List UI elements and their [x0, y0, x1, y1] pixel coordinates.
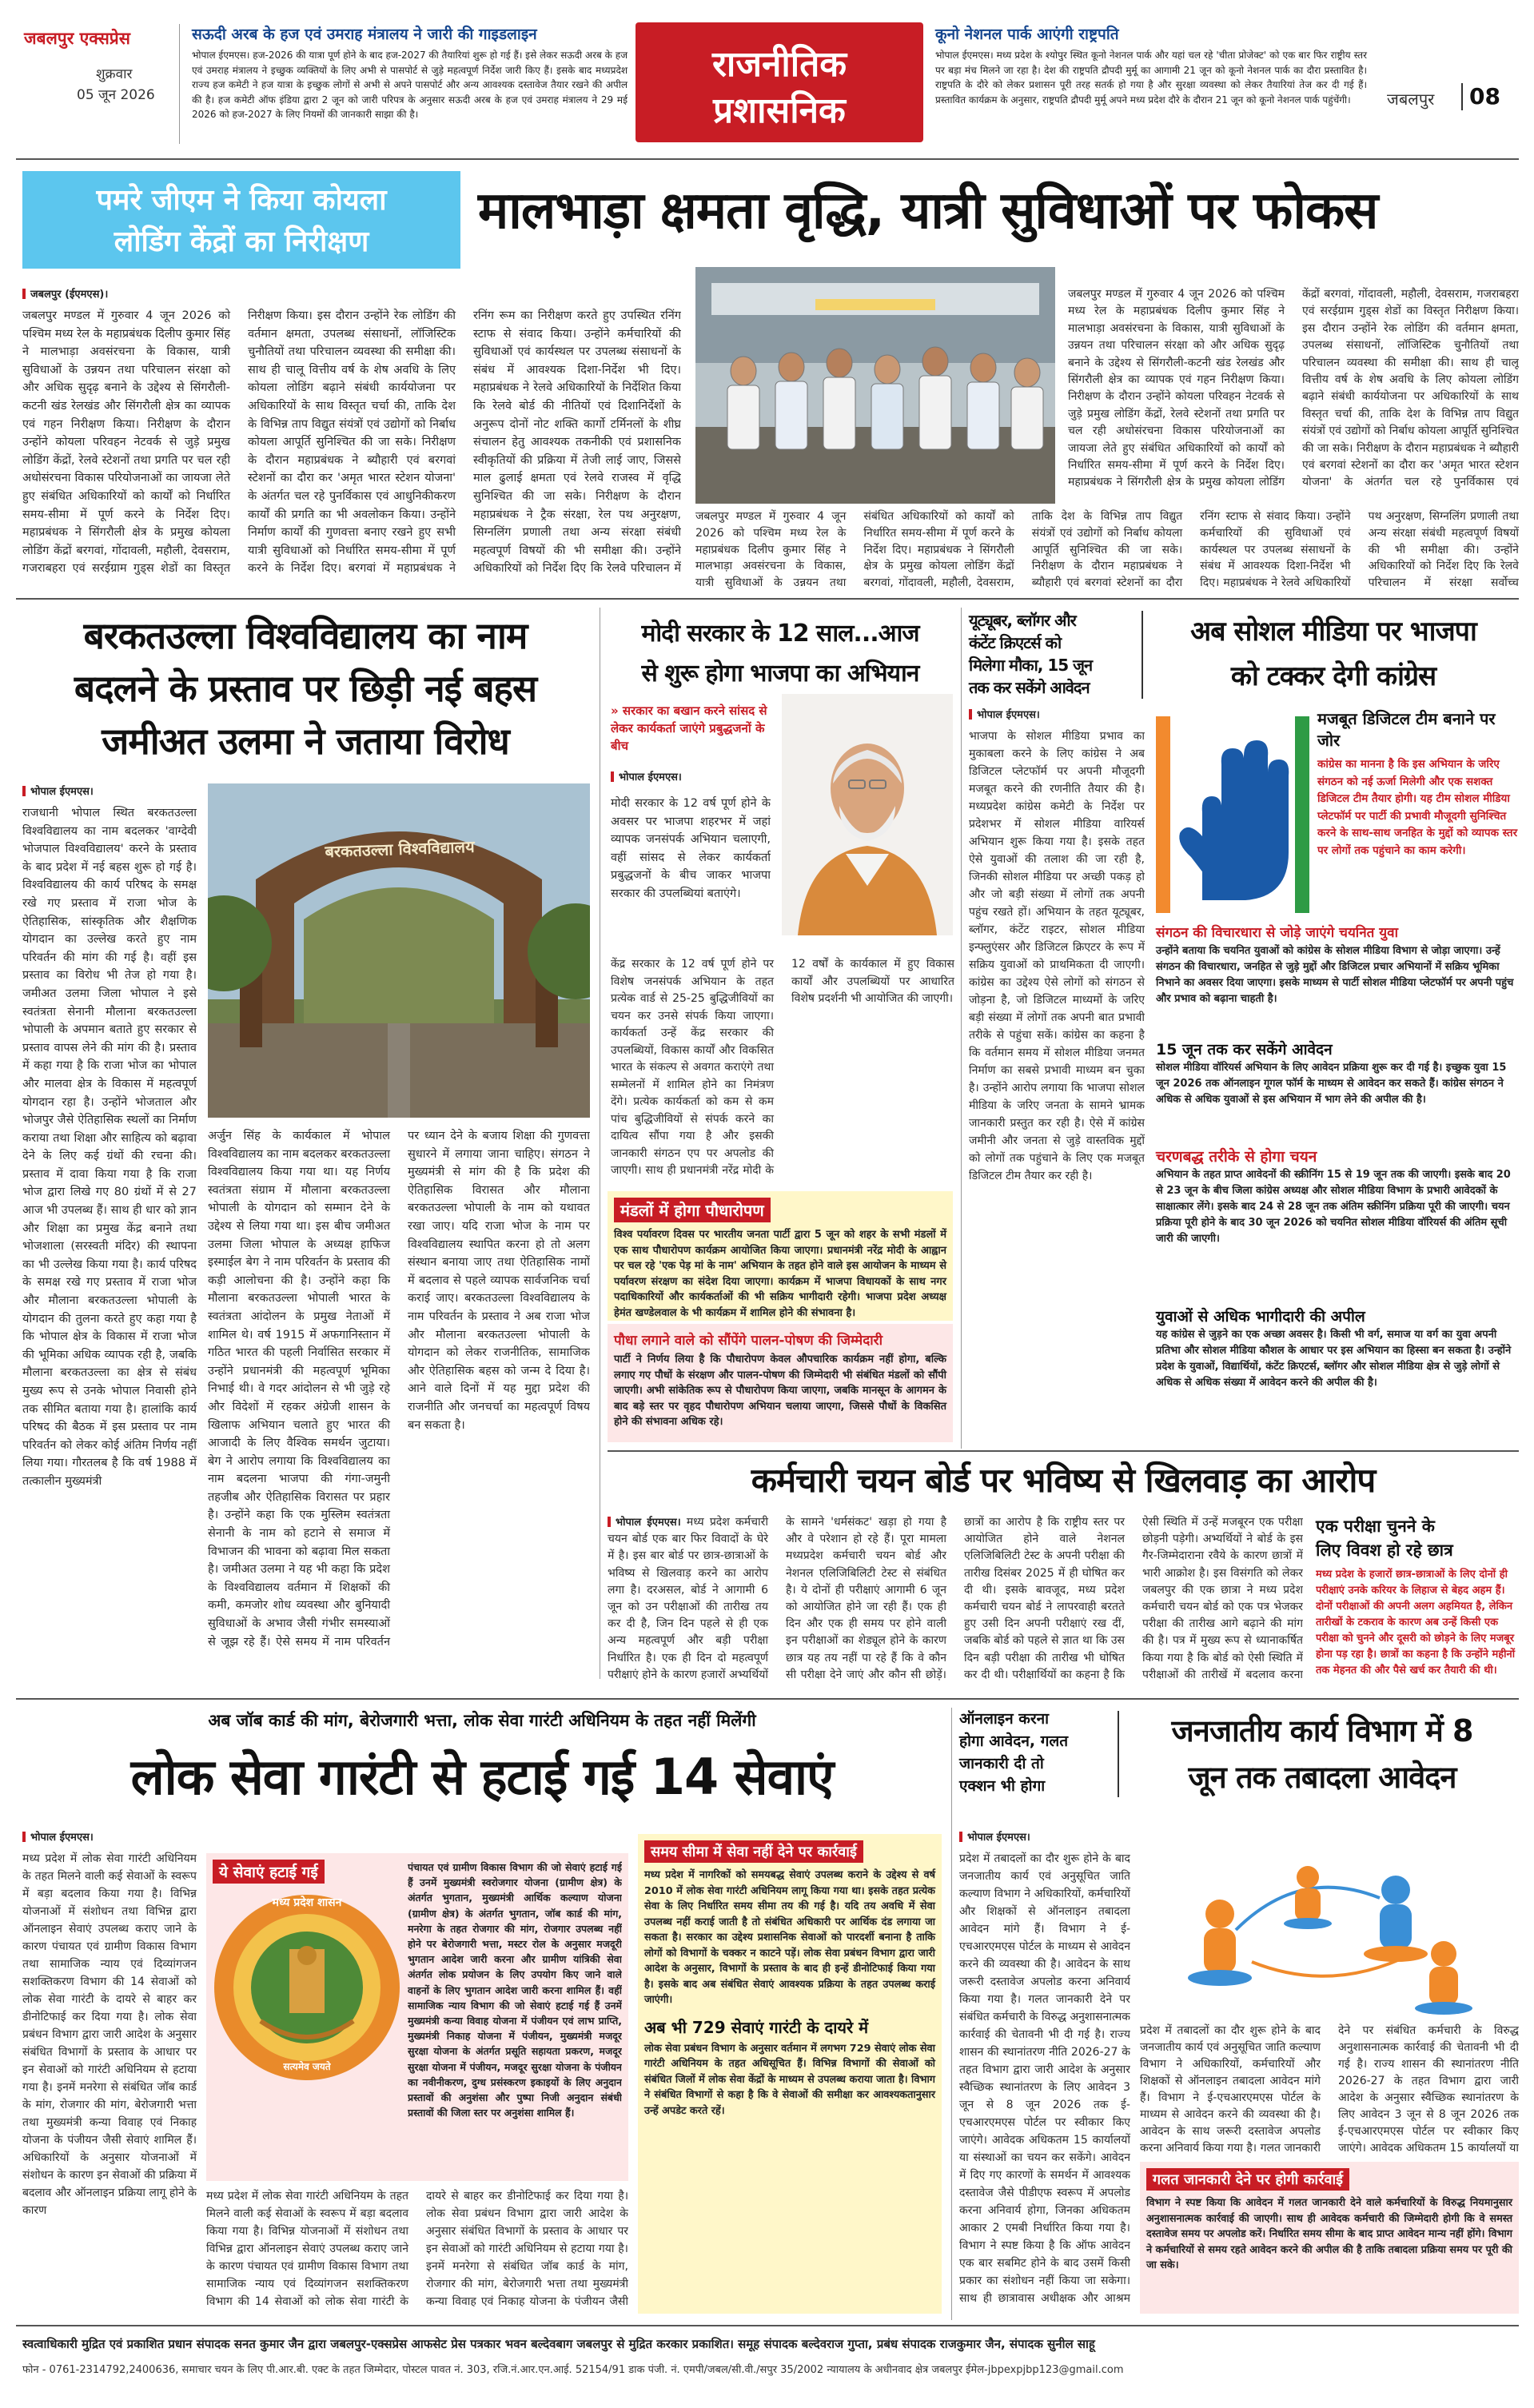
paper-name: जबलपुर एक्सप्रेस — [24, 29, 130, 48]
transfer-box-text: विभाग ने स्पष्ट किया कि आवेदन में गलत जानकारी देने वाले कर्मचारियों के विरुद्ध नियमानुसार अनुशासनात्मक कार्रवाई की जाएगी। साथ ही आवेदक कर्मचारी की जिम्मेदारी होगी कि वे समस्त दस्तावेज समय पर अपलोड करें। निर्धारित समय सीमा के बाद प्राप्त आवेदन मान्य नहीं होंगे। विभाग ने कर्मचारियों से समय रहते आवेदन करने की अपील की है ताकि तबादला प्रक्रिया समय पर पूरी की जा सके। — [1146, 2197, 1512, 2271]
congress-sub2-title: 15 जून तक कर सकेंगे आवेदन — [1156, 1041, 1333, 1058]
guarantee-mid2-title: अब भी 729 सेवाएं गारंटी के दायरे में — [644, 2017, 869, 2037]
modi-headline-line2: से शुरू होगा भाजपा का अभियान — [641, 660, 919, 688]
guarantee-body-lower-text: मध्य प्रदेश में लोक सेवा गारंटी अधिनियम के तहत मिलने वाली कई सेवाओं के स्वरूप में बड़ा बदलाव किया गया है। विभिन्न योजनाओं में संशोधन तथा विभिन्न द्वारा ऑनलाइन सेवाएं उपलब्ध कराए जाने के कारण पंचायत एवं ग्रामीण विकास विभाग तथा सामाजिक न्याय एवं दिव्यांगजन सशक्तिकरण विभाग की 14 सेवाओं को लोक सेवा गारंटी के दायरे से बाहर कर डीनोटिफाई कर दिया गया है। लोक सेवा प्रबंधन विभाग द्वारा जारी आदेश के अनुसार संबंधित विभागों के प्रस्ताव के आधार पर इन सेवाओं को गारंटी अधिनियम से हटाया गया है। इनमें मनरेगा से संबंधित जॉब कार्ड के मांग, रोजगार की मांग, बेरोजगारी भत्ता तथा मुख्यमंत्री कन्या विवाह एवं निकाह योजना के पंजीयन जैसी — [206, 2190, 628, 2308]
coal-headline: मालभाड़ा क्षमता वृद्धि, यात्री सुविधाओं पर फोकस — [478, 181, 1378, 241]
university-headline-line3: जमीअत उलमा ने जताया विरोध — [102, 720, 509, 763]
masthead-bottom-rule — [16, 158, 1519, 160]
transfer-body-right — [1140, 2023, 1519, 2157]
guarantee-dateline: भोपाल ईएमएस। — [22, 1829, 197, 1844]
guarantee-mid-box — [638, 1834, 942, 2314]
brief-kuno — [935, 24, 1367, 152]
coal-dateline: जबलपुर (ईएमएस)। — [22, 286, 681, 301]
transfer-dateline: भोपाल ईएमएस। — [959, 1829, 1130, 1844]
modi-headline-line1: मोदी सरकार के 12 साल...आज — [641, 620, 919, 648]
congress-sub1-title: संगठन की विचारधारा से जोड़े जाएंगे चयनित युवा — [1156, 925, 1398, 941]
congress-dateline: भोपाल ईएमएस। — [969, 707, 1145, 721]
section-rule-1 — [16, 598, 1519, 600]
congress-sub3-text: अभियान के तहत प्राप्त आवेदनों की स्क्रीनिंग 15 से 19 जून तक की जाएगी। इसके बाद 20 से 23 जून के बीच जिला कांग्रेस अध्यक्ष और सोशल मीडिया विभाग के प्रभारी आवेदकों के साक्षात्कार लेंगे। इसके बाद 24 से 28 जून तक अंतिम स्क्रीनिंग प्रक्रिया पूरी की जाएगी। चयन प्रक्रिया पूरी होने के बाद 30 जून 2026 को चयनित सोशल मीडिया वॉरियर्स की अंतिम सूची जारी की जाएगी। — [1156, 1169, 1511, 1245]
modi-box-plantation — [608, 1191, 953, 1321]
modi-body-main-text: केंद्र सरकार के 12 वर्ष पूर्ण होने पर विशेष जनसंपर्क अभियान के तहत प्रत्येक वार्ड से 25-25 बुद्धिजीवियों का चयन कर उनसे संपर्क किया जाएगा। कार्यकर्ता उन्हें केंद्र सरकार की उपलब्धियों, विकास कार्यों और विकसित भारत के संकल्प से अवगत कराएंगे तथा सम्मेलनों में शामिल होने का निमंत्रण देंगे। प्रत्येक कार्यकर्ता को कम से कम पांच बुद्धिजीवियों से संपर्क करने का दायित्व सौंपा गया है और इसकी जानकारी संगठन एप पर अपलोड की जाएगी। साथ ही प्रधानमंत्री नरेंद्र मोदी के 12 वर्षों के कार्यकाल में हुए विकास कार्यों और उपलब्धियों पर आधारित विशेष प्रदर्शनी भी आयोजित की जाएगी। — [611, 958, 954, 1177]
column-rule-modi — [961, 608, 962, 1449]
footer-imprint-line2: फोन - 0761-2314792,2400636, समाचार चयन के लिए पी.आर.बी. एक्ट के तहत जिम्मेदार, पोस्टल पावत नं. 303, रजि.नं.आर.एन.आई. 52154/91 डाक पंजी. नं. एमपी/जबल/सी.वी./सपुर 35/2002 न्यायालय के अधीनवाद क्षेत्र जबलपुर ईमेल-jbpexpjbp123@gmail.com — [22, 2364, 1124, 2376]
paper-name-tab — [24, 27, 184, 51]
university-body-bottom — [208, 1127, 590, 1658]
section-title-box — [636, 22, 923, 142]
coal-body-right — [1068, 286, 1519, 504]
brief-hajj — [192, 24, 628, 152]
guarantee-body1: मध्य प्रदेश में लोक सेवा गारंटी अधिनियम के तहत मिलने वाली कई सेवाओं के स्वरूप में बड़ा बदलाव किया गया है। विभिन्न योजनाओं में संशोधन तथा विभिन्न द्वारा ऑनलाइन सेवाएं उपलब्ध कराए जाने के कारण पंचायत एवं ग्रामीण विकास विभाग तथा सामाजिक न्याय एवं दिव्यांगजन सशक्तिकरण विभाग की 14 सेवाओं को लोक सेवा गारंटी के दायरे से बाहर कर डीनोटिफाई कर दिया गया है। लोक सेवा प्रबंधन विभाग द्वारा जारी आदेश के अनुसार संबंधित विभागों के प्रस्ताव के आधार पर इन सेवाओं को गारंटी अधिनियम से हटाया गया है। इनमें मनरेगा से संबंधित जॉब कार्ड के मांग, रोजगार की मांग, बेरोजगारी भत्ता तथा मुख्यमंत्री कन्या विवाह एवं निकाह योजना के पंजीयन जैसी सेवाएं शामिल हैं। अधिकारियों के अनुसार योजनाओं में संशोधन के कारण इन सेवाओं की प्रक्रिया में बदलाव और ऑनलाइन प्रक्रिया लागू होने के कारण — [22, 1852, 197, 2217]
masthead-divider — [179, 24, 180, 144]
guarantee-box — [206, 1853, 628, 2181]
congress-kicker — [969, 609, 1137, 699]
modi-box2-title: पौधा लगाने वाले को सौंपेंगे पालन-पोषण की जिम्मेदारी — [614, 1333, 883, 1349]
university-gate-sign: बरकतउल्ला विश्वविद्यालय — [325, 836, 475, 862]
modi-dateline: भोपाल ईएमएस। — [611, 769, 682, 790]
modi-box1-text: विश्व पर्यावरण दिवस पर भारतीय जनता पार्टी द्वारा 5 जून को शहर के सभी मंडलों में एक साथ पौधारोपण कार्यक्रम आयोजित किया जाएगा। प्रधानमंत्री नरेंद्र मोदी के आह्वान पर चल रहे 'एक पेड़ मां के नाम' अभियान के तहत होने वाले इस आयोजन के माध्यम से पर्यावरण संरक्षण का संदेश दिया जाएगा। कार्यक्रम में भाजपा विधायकों के साथ नगर पदाधिकारियों और कार्यकर्ताओं की भी सक्रिय भागीदारी रहेगी। भाजपा प्रदेश अध्यक्ष हेमंत खण्डेलवाल के भी कार्यक्रम में शामिल होने की संभावना है। — [614, 1229, 946, 1319]
mp-govt-seal-motto: सत्यमेव जयते — [283, 2061, 331, 2072]
modi-body-main — [611, 956, 954, 1188]
coal-kicker-box — [22, 171, 460, 269]
modi-body-top: मोदी सरकार के 12 वर्ष पूर्ण होने के अवसर पर भाजपा शहरभर में जहां व्यापक जनसंपर्क अभियान चलाएगी, वहीं सांसद से लेकर कार्यकर्ता प्रबुद्धजनों के बीच जाकर भाजपा सरकार की उपलब्धियां बताएंगे। — [611, 797, 771, 900]
transfer-people-illustration — [1140, 1834, 1519, 2016]
esb-headline: कर्मचारी चयन बोर्ड पर भविष्य से खिलवाड़ का आरोप — [751, 1461, 1376, 1500]
paper-day: शुक्रवार — [96, 66, 133, 82]
congress-sub1 — [1156, 923, 1519, 1007]
university-body-left — [22, 783, 197, 1658]
mp-govt-seal-text: मध्य प्रदेश शासन — [272, 1896, 342, 1909]
coal-body-right-text: जबलपुर मण्डल में गुरुवार 4 जून 2026 को पश्चिम मध्य रेल के महाप्रबंधक दिलीप कुमार सिंह ने मालभाड़ा अवसंरचना के विकास, यात्री सुविधाओं के उन्नयन तथा परिचालन संरक्षा को और अधिक सुदृढ़ बनाने के उद्देश्य से सिंगरौली-कटनी खंड रेलखंड और सिंगरौली क्षेत्र का व्यापक एवं गहन निरीक्षण किया। निरीक्षण के दौरान उन्होंने कोयला परिवहन नेटवर्क से जुड़े प्रमुख लोडिंग केंद्रों, रेलवे स्टेशनों तथा प्रगति पर चल रही अधोसंरचना विकास परियोजनाओं का जायजा लेते हुए संबंधित अधिकारियों को कार्यों को निर्धारित समय-सीमा में पूर्ण करने के निर्देश दिए। महाप्रबंधक ने सिंगरौली क्षेत्र के प्रमुख कोयला लोडिंग केंद्रों बरगवां, गोंदावली, महौली, देवसराम, गजराबहरा एवं सरईग्राम गुड्स शेडों का विस्तृत निरीक्षण किया। इस दौरान उन्होंने रेक लोडिंग की वर्तमान क्षमता, उपलब्ध संसाधनों, लॉजिस्टिक चुनौतियों तथा परिचालन व्यवस्था की समीक्षा की। साथ ही चालू वित्तीय वर्ष के शेष अवधि के लिए कोयला लोडिंग बढ़ाने संबंधी कार्ययोजना पर अधिकारियों के साथ विस्तृत चर्चा की, ताकि देश के विभिन्न ताप विद्युत संयंत्रों एवं उद्योगों को निर्बाध कोयला आपूर्ति सुनिश्चित की जा सके। निरीक्षण के दौरान महाप्रबंधक ने ब्यौहारी एवं बरगवां स्टेशनों का दौरा कर 'अमृत भारत स्टेशन योजना' के अंतर्गत चल रहे पुनर्विकास एवं — [1068, 288, 1519, 489]
esb-body — [608, 1514, 1303, 1690]
brief-kuno-text: भोपाल ईएमएस। मध्य प्रदेश के श्योपुर स्थित कूनो नेशनल पार्क और यहां चल रहे 'चीता प्रोजेक्ट' को एक बार फिर राष्ट्रीय स्तर पर बड़ा मंच मिलने जा रहा है। देश की राष्ट्रपति द्रौपदी मुर्मू का आगामी 21 जून को कूनो नेशनल पार्क का दौरा प्रस्तावित है। राष्ट्रपति के दौरे को लेकर प्रशासन पूरी तरह सतर्क हो गया है और सुरक्षा व्यवस्था को लेकर तैयारियां तेज कर दी गई हैं। प्रस्तावित कार्यक्रम के अनुसार, राष्ट्रपति द्रौपदी मुर्मू अपने मध्य प्रदेश दौरे के दौरान 21 जून को कूनो नेशनल पार्क पहुंचेंगी। — [935, 50, 1367, 106]
congress-body — [969, 707, 1145, 1442]
congress-kicker-line2: कंटेंट क्रिएटर्स को — [969, 633, 1062, 652]
guarantee-headline: लोक सेवा गारंटी से हटाई गई 14 सेवाएं — [130, 1748, 834, 1806]
congress-side-box — [1317, 708, 1519, 916]
coal-body-left — [22, 286, 681, 590]
esb-body-copy: मध्य प्रदेश कर्मचारी चयन बोर्ड एक बार फिर विवादों के घेरे में है। इस बार बोर्ड पर छात्र-छात्राओं के भविष्य से खिलवाड़ करने का आरोप लगा है। दरअसल, बोर्ड ने आगामी 6 जून को उन परीक्षाओं की तारीख तय कर दी है, जिन दिन पहले से ही एक अन्य महत्वपूर्ण और बड़ी परीक्षा निर्धारित है। एक ही दिन दो महत्वपूर्ण परीक्षाएं होने के कारण हजारों अभ्यर्थियों के सामने 'धर्मसंकट' खड़ा हो गया है और वे परेशान हो रहे हैं। पूरा मामला मध्यप्रदेश कर्मचारी चयन बोर्ड और नेशनल एलिजिबिलिटी टेस्ट से संबंधित है। ये दोनों ही परीक्षाएं आगामी 6 जून को आयोजित होने जा रही हैं। एक ही दिन और एक ही समय पर होने वाली इन परीक्षाओं का शेड्यूल होने के कारण छात्र यह तय नहीं पा रहे हैं कि वे कौन सी परीक्षा देने जाएं और कौन सी छोड़ें। छात्रों का आरोप है कि राष्ट्रीय स्तर पर आयोजित होने वाले नेशनल एलिजिबिलिटी टेस्ट के अपनी परीक्षा की तारीख दिसंबर 2025 में ही घोषित कर दी थी। इसके बावजूद, मध्य प्रदेश कर्मचारी चयन बोर्ड ने लापरवाही बरतते हुए उसी दिन अपनी परीक्षाएं रख दीं, जबकि बोर्ड को पहले से ज्ञात था कि उस दिन बड़ी परीक्षा की तारीख भी घोषित कर दी थी। परीक्षार्थियों का कहना है कि ऐसी स्थिति में उन्हें मजबूरन एक परीक्षा छोड़नी पड़ेगी। अभ्यर्थियों ने बोर्ड के इस गैर-जिम्मेदाराना रवैये के कारण छात्रों में भारी आक्रोश है। इस विसंगति को लेकर जबलपुर की एक छात्रा ने मध्य प्रदेश कर्मचारी चयन बोर्ड को एक पत्र भेजकर परीक्षा की तारीख आगे बढ़ाने की मांग की है। पत्र में मुख्य रूप से ध्यानाकर्षित किया गया है कि बोर्ड को ऐसी स्थिति में परीक्षाओं की तारीखें में बदलाव करना — [608, 1516, 1303, 1681]
transfer-box-title: गलत जानकारी देने पर होगी कार्रवाई — [1146, 2168, 1349, 2191]
university-body-top: राजधानी भोपाल स्थित बरकतउल्ला विश्वविद्यालय का नाम बदलकर 'वाग्देवी भोजपाल विश्वविद्यालय' करने के प्रस्ताव के बाद प्रदेश में नई बहस शुरू हो गई है। विश्वविद्यालय की कार्य परिषद के समक्ष रखे गए प्रस्ताव में राजा भोज के ऐतिहासिक, सांस्कृतिक और शैक्षणिक योगदान का उल्लेख करते हुए नाम परिवर्तन की मांग की गई है। वहीं इस प्रस्ताव का विरोध भी तेज हो गया है। जमीअत उलमा जिला भोपाल ने इसे स्वतंत्रता सेनानी मौलाना बरकतउल्ला भोपाली के अपमान बताते हुए सरकार से प्रस्ताव वापस लेने की मांग की है। प्रस्ताव में कहा गया है कि राजा भोज का भोपाल और मालवा क्षेत्र के विकास में महत्वपूर्ण योगदान रहा है। उन्होंने भोजताल और भोजपुर जैसे ऐतिहासिक स्थलों का निर्माण कराया तथा शिक्षा और साहित्य को बढ़ावा देने के लिए कई ग्रंथों की रचना की। प्रस्ताव में दावा किया गया है कि राजा भोज द्वारा लिखे गए 80 ग्रंथों में से 27 आज भी उपलब्ध हैं। साथ ही धार को ज्ञान और शिक्षा का प्रमुख केंद्र बनाने तथा भोजशाला (सरस्वती मंदिर) की स्थापना का भी उल्लेख किया गया है। कार्य परिषद के समक्ष रखे गए प्रस्ताव में राजा भोज और मौलाना बरकतउल्ला भोपाली के योगदान की तुलना करते हुए कहा गया है कि भोपाल क्षेत्र के विकास में राजा भोज की भूमिका अधिक व्यापक रही है, जबकि मौलाना बरकतउल्ला का क्षेत्र से संबंध मुख्य रूप से उनके भोपाल निवासी होने तक सीमित बताया गया है। हालांकि कार्य परिषद की बैठक में इस प्रस्ताव पर नाम परिवर्तन को लेकर कोई अंतिम निर्णय नहीं लिया गया। गौरतलब है कि वर्ष 1988 में तत्कालीन मुख्यमंत्री — [22, 807, 197, 1488]
university-gate-photo-art — [208, 783, 590, 1118]
university-body-bottom-text: अर्जुन सिंह के कार्यकाल में भोपाल विश्वविद्यालय का नाम बदलकर बरकतउल्ला विश्वविद्यालय किया गया था। यह निर्णय स्वतंत्रता संग्राम में मौलाना बरकतउल्ला भोपाली के योगदान को सम्मान देने के उद्देश्य से लिया गया था। इस बीच जमीअत उलमा जिला भोपाल के अध्यक्ष हाफिज इस्माईल बेग ने नाम परिवर्तन के प्रस्ताव की कड़ी आलोचना की है। उन्होंने कहा कि मौलाना बरकतउल्ला भोपाली भारत के स्वतंत्रता आंदोलन के प्रमुख नेताओं में शामिल थे। वर्ष 1915 में अफगानिस्तान में गठित भारत की पहली निर्वासित सरकार में उन्होंने प्रधानमंत्री की महत्वपूर्ण भूमिका निभाई थी। वे गदर आंदोलन से भी जुड़े रहे और विदेशों में रहकर अंग्रेजी शासन के खिलाफ अभियान चलाते हुए भारत की आजादी के लिए वैश्विक समर्थन जुटाया। बेग ने आरोप लगाया कि विश्वविद्यालय का नाम बदलना भाजपा की गंगा-जमुनी तहजीब और ऐतिहासिक विरासत पर प्रहार है। उन्होंने कहा कि एक मुस्लिम स्वतंत्रता सेनानी के नाम को हटाने से समाज में विभाजन की भावना को बढ़ावा मिल सकता है। जमीअत उलमा ने यह भी कहा कि प्रदेश के विश्वविद्यालय वर्तमान में शिक्षकों की कमी, कमजोर शोध व्यवस्था और बुनियादी सुविधाओं के अभाव जैसी गंभीर समस्याओं से जूझ रहे हैं। ऐसे समय में नाम परिवर्तन पर ध्यान देने के बजाय शिक्षा की गुणवत्ता सुधारने में लगाया जाना चाहिए। संगठन ने मुख्यमंत्री से मांग की है कि प्रदेश की ऐतिहासिक विरासत और मौलाना बरकतउल्ला भोपाली के नाम को यथावत रखा जाए। यदि राजा भोज के नाम पर विश्वविद्यालय स्थापित करना हो तो अलग संस्थान बनाया जाए तथा ऐतिहासिक नामों में बदलाव से पहले व्यापक सार्वजनिक चर्चा कराई जाए। बरकतउल्ला विश्वविद्यालय के नाम परिवर्तन के प्रस्ताव ने अब राजा भोज और मौलाना बरकतउल्ला भोपाली के योगदान को लेकर राजनीतिक, सामाजिक और ऐतिहासिक बहस को जन्म दे दिया है। आने वाले दिनों में यह मुद्दा प्रदेश की राजनीति और जनचर्चा का महत्वपूर्ण विषय बन सकता है। — [208, 1130, 590, 1649]
congress-sub4 — [1156, 1306, 1519, 1391]
page-city: जबलपुर — [1387, 90, 1435, 109]
railway-inspection-photo — [695, 267, 1055, 504]
congress-sub1-text: उन्होंने बताया कि चयनित युवाओं को कांग्रेस के सोशल मीडिया विभाग से जोड़ा जाएगा। उन्हें संगठन की विचारधारा, जनहित से जुड़े मुद्दों और डिजिटल प्रचार अभियानों में सक्रिय भूमिका निभाने का अवसर दिया जाएगा। इसके माध्यम से पार्टी सोशल मीडिया प्लेटफॉर्म पर अपनी पहुंच और प्रभाव को बढ़ाना चाहती है। — [1156, 945, 1514, 1005]
congress-body-text: भाजपा के सोशल मीडिया प्रभाव का मुकाबला करने के लिए कांग्रेस ने अब डिजिटल प्लेटफॉर्म पर अपनी मौजूदगी मजबूत करने की रणनीति तैयार की है। मध्यप्रदेश कांग्रेस कमेटी के निर्देश पर प्रदेशभर में सोशल मीडिया वारियर्स अभियान शुरू किया गया है। इसके तहत ऐसे युवाओं की तलाश की जा रही है, जिनकी सोशल मीडिया पर अच्छी पकड़ हो और जो बड़ी संख्या में लोगों तक अपनी पहुंच रखते हों। अभियान के तहत यूट्यूबर, ब्लॉगर, कंटेंट राइटर, सोशल मीडिया इन्फ्लुएंसर और डिजिटल क्रिएटर के रूप में सक्रिय युवाओं को प्राथमिकता दी जाएगी। कांग्रेस का उद्देश्य ऐसे लोगों को संगठन से जोड़ना है, जो डिजिटल माध्यमों के जरिए बड़ी संख्या में लोगों तक अपनी बात प्रभावी तरीके से पहुंचा सकें। कांग्रेस का कहना है कि वर्तमान समय में सोशल मीडिया जनमत निर्माण का सबसे प्रभावी माध्यम बन चुका है। उन्होंने आरोप लगाया कि भाजपा सोशल मीडिया के जरिए जनता के सामने भ्रामक जानकारी प्रस्तुत कर रही है। ऐसे में कांग्रेस जमीनी और जनता से जुड़े वास्तविक मुद्दों को लोगों तक पहुंचाने के लिए एक मजबूत डिजिटल टीम तैयार कर रही है। — [969, 730, 1145, 1182]
brief-kuno-title: कूनो नेशनल पार्क आएंगी राष्ट्रपति — [935, 26, 1119, 43]
coal-body: जबलपुर मण्डल में गुरुवार 4 जून 2026 को पश्चिम मध्य रेल के महाप्रबंधक दिलीप कुमार सिंह ने मालभाड़ा अवसंरचना के विकास, यात्री सुविधाओं के उन्नयन तथा परिचालन संरक्षा को और अधिक सुदृढ़ बनाने के उद्देश्य से सिंगरौली-कटनी खंड रेलखंड और सिंगरौली क्षेत्र का व्यापक एवं गहन निरीक्षण किया। निरीक्षण के दौरान उन्होंने कोयला परिवहन नेटवर्क से जुड़े प्रमुख लोडिंग केंद्रों, रेलवे स्टेशनों तथा प्रगति पर चल रही अधोसंरचना विकास परियोजनाओं का जायजा लेते हुए संबंधित अधिकारियों को कार्यों को निर्धारित समय-सीमा में पूर्ण करने के निर्देश दिए। महाप्रबंधक ने सिंगरौली क्षेत्र के प्रमुख कोयला लोडिंग केंद्रों बरगवां, गोंदावली, महौली, देवसराम, गजराबहरा एवं सरईग्राम गुड्स शेडों का विस्तृत निरीक्षण किया। इस दौरान उन्होंने रेक लोडिंग की वर्तमान क्षमता, उपलब्ध संसाधनों, लॉजिस्टिक चुनौतियों तथा परिचालन व्यवस्था की समीक्षा की। साथ ही चालू वित्तीय वर्ष के शेष अवधि के लिए कोयला लोडिंग बढ़ाने संबंधी कार्ययोजना पर अधिकारियों के साथ विस्तृत चर्चा की, ताकि देश के विभिन्न ताप विद्युत संयंत्रों एवं उद्योगों को निर्बाध कोयला आपूर्ति सुनिश्चित की जा सके। निरीक्षण के दौरान महाप्रबंधक ने ब्यौहारी एवं बरगवां स्टेशनों का दौरा कर 'अमृत भारत स्टेशन योजना' के अंतर्गत चल रहे पुनर्विकास एवं आधुनिकीकरण कार्यों की प्रगति का भी अवलोकन किया। उन्होंने निर्माण कार्यों की गुणवत्ता बनाए रखने हुए सभी यात्री सुविधाओं को निर्धारित समय-सीमा में पूर्ण करने के निर्देश दिए। बरगवां में महाप्रबंधक ने रनिंग रूम का निरीक्षण करते हुए उपस्थित रनिंग स्टाफ से संवाद किया। उन्होंने कर्मचारियों की सुविधाओं एवं कार्यस्थल पर उपलब्ध संसाधनों के संबंध में आवश्यक दिशा-निर्देश भी दिए। महाप्रबंधक ने रेलवे अधिकारियों के निर्देशित किया कि रेलवे बोर्ड की नीतियों एवं दिशानिर्देशों के अनुरूप दोनों नोट शक्ति कार्गो टर्मिनलों के शीघ्र संचालन हेतु आवश्यक तकनीकी एवं प्रशासनिक स्वीकृतियों की प्रक्रिया में तेजी लाई जाए, जिससे माल ढुलाई क्षमता एवं रेलवे राजस्व में वृद्धि सुनिश्चित की जा सके। निरीक्षण के दौरान महाप्रबंधक ने ट्रैक संरक्षा, रेल पथ अनुरक्षण, सिग्नलिंग प्रणाली तथा अन्य संरक्षा संबंधी महत्वपूर्ण विषयों की भी समीक्षा की। उन्होंने अधिकारियों को निर्देश दिए कि रेलवे परिचालन में — [22, 309, 681, 576]
transfer-people-illustration-art — [1140, 1834, 1519, 2016]
congress-side-text: कांग्रेस का मानना है कि इस अभियान के जरिए संगठन को नई ऊर्जा मिलेगी और एक सशक्त डिजिटल टीम तैयार होगी। यह टीम सोशल मीडिया प्लेटफॉर्म पर पार्टी की प्रभावी मौजूदगी सुनिश्चित करने के साथ-साथ जनहित के मुद्दों को व्यापक स्तर पर लोगों तक पहुंचाने का काम करेगी। — [1317, 758, 1518, 857]
railway-inspection-photo-art — [695, 267, 1055, 504]
brief-hajj-text: भोपाल ईएमएस। हज-2026 की यात्रा पूर्ण होने के बाद हज-2027 की तैयारियां शुरू हो गई हैं। इसे लेकर सऊदी अरब के हज एवं उमराह मंत्रालय ने इच्छुक व्यक्तियों के लिए अभी से पासपोर्ट से जुड़े महत्वपूर्ण निर्देश जारी किए हैं। इसके बाद मध्यप्रदेश राज्य हज कमेटी ने हज यात्रा के इच्छुक लोगों से अभी से अपने पासपोर्ट और अन्य आवश्यक दस्तावेज तैयार रखने की अपील की है। हज कमेटी ऑफ इंडिया द्वारा 2 जून को जारी परिपत्र के अनुसार सऊदी अरब के हज एवं उमराह मंत्रालय ने 29 मई 2026 को हज-2027 के लिए नियमों की जानकारी साझा की है। — [192, 50, 628, 120]
congress-sub2-text: सोशल मीडिया वॉरियर्स अभियान के लिए आवेदन प्रक्रिया शुरू कर दी गई है। इच्छुक युवा 15 जून 2026 तक ऑनलाइन गूगल फॉर्म के माध्यम से आवेदन कर सकते हैं। कांग्रेस संगठन ने अधिक से अधिक युवाओं से इस अभियान में भाग लेने की अपील की है। — [1156, 1062, 1507, 1106]
congress-sub2 — [1156, 1039, 1519, 1108]
university-headline-line1: बरकतउल्ला विश्वविद्यालय का नाम — [83, 614, 528, 657]
modi-box-responsibility — [608, 1324, 953, 1442]
coal-body-continued-text: जबलपुर मण्डल में गुरुवार 4 जून 2026 को पश्चिम मध्य रेल के महाप्रबंधक दिलीप कुमार सिंह ने मालभाड़ा अवसंरचना के विकास, यात्री सुविधाओं के उन्नयन तथा संबंधित अधिकारियों को कार्यों को निर्धारित समय-सीमा में पूर्ण करने के निर्देश दिए। महाप्रबंधक ने सिंगरौली क्षेत्र के प्रमुख कोयला लोडिंग केंद्रों बरगवां, गोंदावली, महौली, देवसराम, ताकि देश के विभिन्न ताप विद्युत संयंत्रों एवं उद्योगों को निर्बाध कोयला आपूर्ति सुनिश्चित की जा सके। निरीक्षण के दौरान महाप्रबंधक ने ब्यौहारी एवं बरगवां स्टेशनों का दौरा रनिंग स्टाफ से संवाद किया। उन्होंने कर्मचारियों की सुविधाओं एवं कार्यस्थल पर उपलब्ध संसाधनों के संबंध में आवश्यक दिशा-निर्देश भी दिए। महाप्रबंधक ने रेलवे अधिकारियों पथ अनुरक्षण, सिग्नलिंग प्रणाली तथा अन्य संरक्षा संबंधी महत्वपूर्ण विषयों की भी समीक्षा की। उन्होंने अधिकारियों को निर्देश दिए कि रेलवे परिचालन में संरक्षा सर्वोच्च — [695, 510, 1519, 590]
guarantee-mid-title: समय सीमा में सेवा नहीं देने पर कार्रवाई — [644, 1840, 863, 1863]
esb-body-text — [608, 1514, 1303, 1690]
section-title-line1: राजनीतिक — [711, 44, 847, 85]
esb-dateline: भोपाल ईएमएस। — [608, 1517, 681, 1529]
congress-sub3 — [1156, 1146, 1519, 1247]
congress-side-title: मजबूत डिजिटल टीम बनाने पर जोर — [1317, 709, 1496, 750]
esb-side-title-line1: एक परीक्षा चुनने के — [1316, 1517, 1435, 1536]
mp-govt-seal — [213, 1893, 401, 2082]
brief-hajj-title: सऊदी अरब के हज एवं उमराह मंत्रालय ने जारी की गाइडलाइन — [192, 26, 537, 43]
congress-headline-line1: अब सोशल मीडिया पर भाजपा — [1190, 616, 1476, 648]
university-headline — [22, 609, 588, 767]
congress-kicker-rule — [1142, 611, 1143, 699]
esb-side-text: मध्य प्रदेश के हजारों छात्र-छात्राओं के लिए दोनों ही परीक्षाएं उनके करियर के लिहाज से बेहद अहम हैं। दोनों परीक्षाओं की अपनी अलग अहमियत है, लेकिन तारीखों के टकराव के कारण अब उन्हें किसी एक परीक्षा को चुनने और दूसरी को छोड़ने के लिए मजबूर होना पड़ रहा है। छात्रों का कहना है कि उन्होंने महीनों तक मेहनत की और पैसे खर्च कर तैयारी की थी। — [1316, 1569, 1516, 1676]
mp-govt-seal-art — [213, 1893, 401, 2082]
transfer-body-right-text: प्रदेश में तबादलों का दौर शुरू होने के बाद जनजातीय कार्य एवं अनुसूचित जाति कल्याण विभाग ने अधिकारियों, कर्मचारियों और शिक्षकों से ऑनलाइन तबादला आवेदन मांगे हैं। विभाग ने ई-एचआरएमएस पोर्टल के माध्यम से आवेदन करने की व्यवस्था की है। आवेदन के साथ जरूरी दस्तावेज अपलोड करना अनिवार्य किया गया है। गलत जानकारी देने पर संबंधित कर्मचारी के विरुद्ध अनुशासनात्मक कार्रवाई की चेतावनी भी दी गई है। राज्य शासन की स्थानांतरण नीति 2026-27 के तहत विभाग द्वारा जारी आदेश के अनुसार स्वैच्छिक स्थानांतरण के लिए आवेदन 3 जून से 8 जून 2026 तक ई-एचआरएमएस पोर्टल पर स्वीकार किए जाएंगे। आवेदक अधिकतम 15 कार्यालयों या — [1140, 2024, 1519, 2155]
transfer-kicker-rule — [1118, 1711, 1119, 1797]
page-number-divider — [1461, 83, 1463, 110]
congress-kicker-line1: यूट्यूबर, ब्लॉगर और — [969, 611, 1076, 630]
section-rule-2 — [16, 1698, 1519, 1700]
coal-kicker-line2: लोडिंग केंद्रों का निरीक्षण — [114, 225, 369, 258]
congress-headline-line2: को टक्कर देगी कांग्रेस — [1230, 660, 1436, 692]
guarantee-mid2-text: लोक सेवा प्रबंधन विभाग के अनुसार वर्तमान में लगभग 729 सेवाएं लोक सेवा गारंटी अधिनियम के तहत अधिसूचित हैं। विभिन्न विभागों की सेवाओं को संबंधित जिलों में लोक सेवा केंद्रों के माध्यम से उपलब्ध कराया जाता है। विभाग ने संबंधित विभागों से कहा है कि वे सेवाओं की समीक्षा कर आवश्यकतानुसार उन्हें अपडेट करते रहें। — [644, 2042, 935, 2117]
modi-portrait-photo — [782, 694, 953, 935]
guarantee-box-text: पंचायत एवं ग्रामीण विकास विभाग की जो सेवाएं हटाई गई हैं उनमें मुख्यमंत्री स्वरोजगार योजना (ग्रामीण क्षेत्र) के अंतर्गत भुगतान, मुख्यमंत्री आर्थिक कल्याण योजना (ग्रामीण क्षेत्र) के अंतर्गत भुगतान, जॉब कार्ड की मांग, मनरेगा के तहत रोजगार की मांग, रोजगार उपलब्ध नहीं होने पर बेरोजगारी भत्ता, मस्टर रोल के अनुसार मजदूरी भुगतान आदेश जारी करना और ग्रामीण यांत्रिकी सेवा अंतर्गत लोक प्रयोजन के लिए उपयोग किए जाने वाले वाहनों के लिए भुगतान आदेश जारी करना शामिल हैं। वहीं सामाजिक न्याय विभाग की जो सेवाएं हटाई गई हैं उनमें मुख्यमंत्री कन्या विवाह योजना में पंजीयन एवं लाभ प्राप्ति, मुख्यमंत्री निकाह योजना में पंजीयन, मुख्यमंत्री मजदूर सुरक्षा योजना के अंतर्गत प्रसूति सहायता प्रकरण, मजदूर सुरक्षा योजना में पंजीयन, मजदूर सुरक्षा योजना के पंजीयन का नवीनीकरण, दुग्ध प्रसंस्करण इकाइयों के लिए अनुदान प्रस्तावों की अनुशंसा और पुष्पा निजी अनुदान संबंधी प्रस्तावों की जिला स्तर पर अनुशंसा शामिल हैं। — [408, 1861, 622, 2119]
guarantee-kicker: अब जॉब कार्ड की मांग, बेरोजगारी भत्ता, लोक सेवा गारंटी अधिनियम के तहत नहीं मिलेंगी — [208, 1711, 756, 1730]
university-headline-line2: बदलने के प्रस्ताव पर छिड़ी नई बहस — [74, 667, 537, 710]
esb-side-box — [1316, 1514, 1519, 1690]
university-dateline: भोपाल ईएमएस। — [22, 783, 197, 798]
transfer-kicker-line4: एक्शन भी होगा — [959, 1777, 1046, 1795]
transfer-body-text: प्रदेश में तबादलों का दौर शुरू होने के बाद जनजातीय कार्य एवं अनुसूचित जाति कल्याण विभाग ने अधिकारियों, कर्मचारियों और शिक्षकों से ऑनलाइन तबादला आवेदन मांगे हैं। विभाग ने ई-एचआरएमएस पोर्टल के माध्यम से आवेदन करने की व्यवस्था की है। आवेदन के साथ जरूरी दस्तावेज अपलोड करना अनिवार्य किया गया है। गलत जानकारी देने पर संबंधित कर्मचारी के विरुद्ध अनुशासनात्मक कार्रवाई की चेतावनी भी दी गई है। राज्य शासन की स्थानांतरण नीति 2026-27 के तहत विभाग द्वारा जारी आदेश के अनुसार स्वैच्छिक स्थानांतरण के लिए आवेदन 3 जून से 8 जून 2026 तक ई-एचआरएमएस पोर्टल पर स्वीकार किए जाएंगे। आवेदक अधिकतम 15 कार्यालयों या संस्थाओं का चयन कर सकेंगे। आवेदन में दिए गए कारणों के समर्थन में आवश्यक दस्तावेज जैसे पीडीएफ स्वरूप में अपलोड करना अनिवार्य होगा, जिनका अधिकतम आकार 2 एमबी निर्धारित किया गया है। विभाग ने स्पष्ट किया है कि ऑफ आवेदन एक बार सबमिट होने के बाद उसमें किसी प्रकार का संशोधन नहीं किया जा सकेगा। साथ ही छात्रावास अधीक्षक और आश्रम — [959, 1852, 1130, 2305]
university-gate-photo — [208, 783, 590, 1118]
guarantee-body-left — [22, 1829, 197, 2314]
congress-hand-logo-art — [1156, 716, 1309, 913]
page-number: 08 — [1469, 83, 1500, 110]
transfer-headline-line1: जनजातीय कार्य विभाग में 8 — [1171, 1713, 1473, 1748]
footer-imprint-line1: स्वत्वाधिकारी मुद्रित एवं प्रकाशित प्रधान संपादक सनत कुमार जैन द्वारा जबलपुर-एक्सप्रेस आफसेट प्रेस पत्रकार भवन बल्देवबाग जबलपुर से मुद्रित करकार प्रकाशित। समूह संपादक बल्देवराज गुप्ता, प्रबंध संपादक राजकुमार जैन, संपादक सुनील साहू — [22, 2337, 1095, 2351]
masthead — [0, 0, 1534, 153]
congress-kicker-line4: तक कर सकेंगे आवेदन — [969, 678, 1090, 697]
guarantee-mid-text: मध्य प्रदेश में नागरिकों को समयबद्ध सेवाएं उपलब्ध कराने के उद्देश्य से वर्ष 2010 में लोक सेवा गारंटी अधिनियम लागू किया गया था। इसके तहत प्रत्येक सेवा के लिए निर्धारित समय सीमा तय की गई है। यदि तय अवधि में सेवा उपलब्ध नहीं कराई जाती है तो संबंधित अधिकारी पर आर्थिक दंड लगाया जा सकता है। सरकार का उद्देश्य प्रशासनिक सेवाओं को पारदर्शी बनाना है ताकि लोगों को विभागों के चक्कर न काटने पड़ें। लोक सेवा प्रबंधन विभाग द्वारा जारी आदेश के अनुसार, विभागों के प्रस्ताव के बाद ही इन्हें डीनोटिफाई किया गया है। इसके बाद अब संबंधित सेवाएं आवश्यक प्रक्रिया के तहत उपलब्ध कराई जाएंगी। — [644, 1869, 935, 2006]
guarantee-box-title: ये सेवाएं हटाई गई — [213, 1860, 325, 1884]
transfer-kicker — [959, 1708, 1119, 1797]
modi-box1-title: मंडलों में होगा पौधारोपण — [614, 1198, 771, 1222]
transfer-headline — [1126, 1708, 1519, 1800]
modi-box2-text: पार्टी ने निर्णय लिया है कि पौधारोपण केवल औपचारिक कार्यक्रम नहीं होगा, बल्कि लगाए गए पौधों के संरक्षण और पालन-पोषण की जिम्मेदारी भी संबंधित मंडलों को सौंपी जाएगी। अभी सांकेतिक रूप से पौधारोपण किया जाएगा, जबकि मानसून के आगमन के बाद बड़े स्तर पर वृहद पौधारोपण अभियान चलाया जाएगा, जिससे पौधों के विकसित होने की संभावना अधिक रहे। — [614, 1354, 946, 1428]
congress-sub4-text: यह कांग्रेस से जुड़ने का एक अच्छा अवसर है। किसी भी वर्ग, समाज या वर्ग का युवा अपनी प्रतिभा और सोशल मीडिया कौशल के आधार पर इस अभियान का हिस्सा बन सकता है। उन्होंने प्रदेश के युवाओं, विद्यार्थियों, कंटेंट क्रिएटर्स, ब्लॉगर और सोशल मीडिया क्षेत्र से जुड़े लोगों से अधिक से अधिक संख्या में आवेदन करने की अपील की है। — [1156, 1329, 1512, 1389]
modi-deck: » सरकार का बखान करने सांसद से लेकर कार्यकर्ता जाएंगे प्रबुद्धजनों के बीच — [611, 704, 767, 753]
modi-portrait-art — [782, 694, 953, 935]
esb-side-title-line2: लिए विवश हो रहे छात्र — [1316, 1541, 1453, 1560]
coal-body-continued — [695, 508, 1519, 592]
transfer-kicker-line1: ऑनलाइन करना — [959, 1710, 1050, 1728]
column-rule-guarantee — [951, 1708, 952, 2320]
congress-sub4-title: युवाओं से अधिक भागीदारी की अपील — [1156, 1308, 1365, 1326]
congress-hand-logo — [1156, 716, 1309, 913]
congress-headline — [1148, 609, 1519, 699]
transfer-kicker-line2: होगा आवेदन, गलत — [959, 1732, 1069, 1750]
transfer-headline-line2: जून तक तबादला आवेदन — [1188, 1760, 1456, 1795]
transfer-kicker-line3: जानकारी दी तो — [959, 1755, 1044, 1772]
coal-kicker-line1: पमरे जीएम ने किया कोयला — [96, 184, 387, 217]
congress-kicker-line3: मिलेगा मौका, 15 जून — [969, 656, 1093, 675]
transfer-box — [1140, 2162, 1519, 2314]
transfer-body-left — [959, 1829, 1130, 2309]
paper-date: 05 जून 2026 — [77, 87, 155, 103]
congress-sub3-title: चरणबद्ध तरीके से होगा चयन — [1156, 1148, 1317, 1166]
footer-top-rule — [16, 2325, 1519, 2326]
section-title-line2: प्रशासनिक — [713, 90, 846, 131]
guarantee-body-lower — [206, 2187, 628, 2315]
section-rule-esb — [608, 1450, 1519, 1452]
modi-headline — [608, 614, 953, 694]
